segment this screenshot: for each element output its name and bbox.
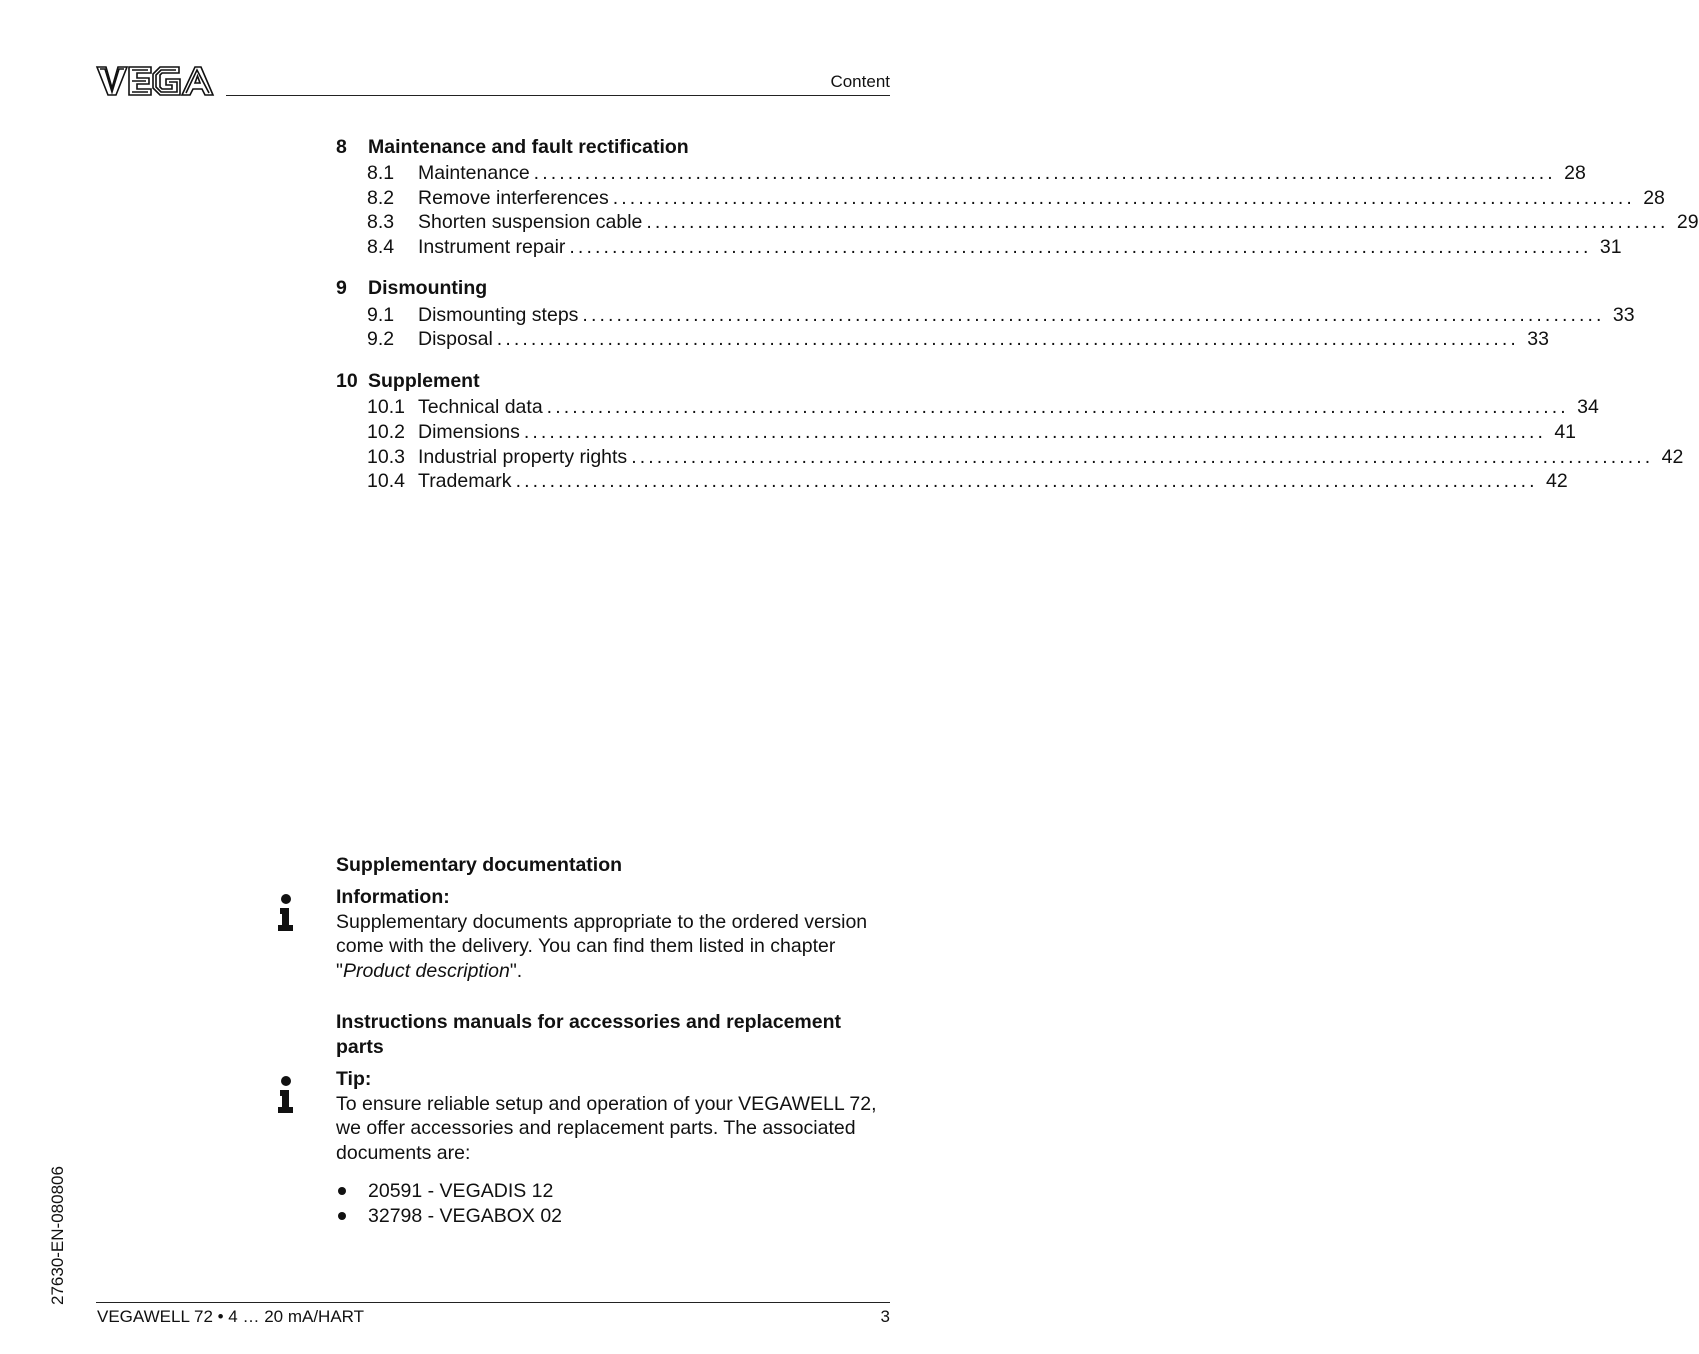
dot-leader: ........................................................................................................................ xyxy=(515,470,1538,493)
dot-leader: ........................................................................................................................ xyxy=(569,236,1592,259)
chapter-title: Maintenance and fault rectification xyxy=(368,135,689,158)
chapter-title: Supplement xyxy=(368,369,480,392)
dot-leader: ........................................................................................................................ xyxy=(631,445,1654,468)
document-list xyxy=(336,1179,892,1228)
entry-title: Industrial property rights xyxy=(418,445,628,468)
accessories-heading: Instructions manuals for accessories and replacement parts xyxy=(336,1011,842,1058)
entry-number: 8.2 xyxy=(367,186,395,209)
tip-note xyxy=(336,1067,892,1166)
table-of-contents xyxy=(336,133,1699,509)
tip-text: To ensure reliable setup and operation of your VEGAWELL 72, we offer accessories and replacement parts. The associated documents are: xyxy=(336,1092,877,1165)
chapter-number: 8 xyxy=(336,135,347,158)
information-text-part: Supplementary documents appropriate to the ordered version come with the delivery. You can find them listed in chapter " xyxy=(336,910,868,983)
dot-leader: ........................................................................................................................ xyxy=(612,186,1635,209)
toc-entry xyxy=(336,210,1699,235)
list-item xyxy=(336,1179,892,1204)
entry-title: Technical data xyxy=(418,396,543,419)
header-rule xyxy=(226,95,890,96)
dot-leader: ........................................................................................................................ xyxy=(496,328,1519,351)
footer-product: VEGAWELL 72 • 4 … 20 mA/HART xyxy=(97,1307,365,1326)
entry-page: 34 xyxy=(1577,396,1599,419)
entry-title: Maintenance xyxy=(418,162,530,184)
entry-number: 9.2 xyxy=(367,328,395,351)
dot-leader: ........................................................................................................................ xyxy=(533,162,1556,184)
list-item xyxy=(336,1204,892,1229)
dot-leader: ........................................................................................................................ xyxy=(582,303,1605,326)
entry-page: 42 xyxy=(1546,470,1568,493)
toc-entry xyxy=(336,395,1599,420)
entry-title: Trademark xyxy=(418,470,512,493)
information-note xyxy=(336,885,892,984)
document-item: 20591 - VEGADIS 12 xyxy=(368,1180,554,1202)
toc-chapter-8 xyxy=(336,133,1699,260)
entry-number: 10.3 xyxy=(367,445,405,468)
entry-number: 8.1 xyxy=(367,162,395,184)
entry-page: 33 xyxy=(1612,303,1635,326)
entry-number: 8.4 xyxy=(367,236,395,259)
entry-title: Shorten suspension cable xyxy=(418,211,643,234)
dot-leader: ........................................................................................................................ xyxy=(523,420,1547,443)
bullet-icon xyxy=(338,1212,346,1220)
footer-rule xyxy=(96,1302,890,1303)
entry-number: 9.1 xyxy=(367,303,395,326)
entry-page: 28 xyxy=(1643,186,1665,209)
chapter-number: 9 xyxy=(336,277,347,300)
entry-number: 10.2 xyxy=(367,420,405,443)
document-code: 27630-EN-080806 xyxy=(48,1166,67,1305)
bullet-icon xyxy=(338,1187,346,1195)
info-icon xyxy=(277,893,295,933)
supplementary-heading: Supplementary documentation xyxy=(336,854,623,876)
header-section-label: Content xyxy=(830,72,890,91)
chapter-title: Dismounting xyxy=(368,277,488,300)
information-label: Information: xyxy=(336,886,450,908)
toc-entry xyxy=(336,420,1577,445)
toc-chapter-10 xyxy=(336,367,1684,494)
entry-title: Dimensions xyxy=(418,420,520,443)
toc-entry xyxy=(336,186,1665,211)
page-number: 3 xyxy=(880,1307,890,1326)
chapter-heading xyxy=(336,133,890,161)
entry-page: 28 xyxy=(1564,162,1586,184)
entry-page: 33 xyxy=(1527,328,1549,351)
toc-entry xyxy=(336,469,1568,494)
vega-logo xyxy=(96,64,214,98)
tip-label: Tip: xyxy=(336,1068,372,1090)
entry-title: Instrument repair xyxy=(418,236,566,259)
information-text-part: ". xyxy=(509,960,523,983)
toc-entry xyxy=(336,235,1622,260)
toc-entry xyxy=(336,161,1586,186)
product-description-reference: Product description xyxy=(342,960,510,983)
entry-title: Remove interferences xyxy=(418,186,609,209)
entry-number: 10.4 xyxy=(367,470,405,493)
chapter-number: 10 xyxy=(336,369,358,392)
entry-title: Disposal xyxy=(418,328,493,351)
entry-page: 41 xyxy=(1554,420,1577,443)
dot-leader: ........................................................................................................................ xyxy=(546,396,1569,419)
toc-entry xyxy=(336,327,1549,352)
tip-info-icon xyxy=(277,1075,295,1115)
accessory-documents xyxy=(336,1179,892,1228)
chapter-heading xyxy=(336,275,890,303)
toc-entry xyxy=(336,303,1635,328)
entry-number: 8.3 xyxy=(367,211,395,234)
chapter-heading xyxy=(336,367,890,395)
toc-entry xyxy=(336,445,1684,470)
entry-title: Dismounting steps xyxy=(418,303,579,326)
entry-page: 31 xyxy=(1599,236,1622,259)
document-item: 32798 - VEGABOX 02 xyxy=(368,1204,563,1227)
entry-page: 29 xyxy=(1676,211,1699,234)
information-text xyxy=(336,910,892,984)
entry-page: 42 xyxy=(1661,445,1684,468)
dot-leader: ........................................................................................................................ xyxy=(646,211,1669,234)
toc-chapter-9 xyxy=(336,275,1635,352)
entry-number: 10.1 xyxy=(367,396,405,419)
